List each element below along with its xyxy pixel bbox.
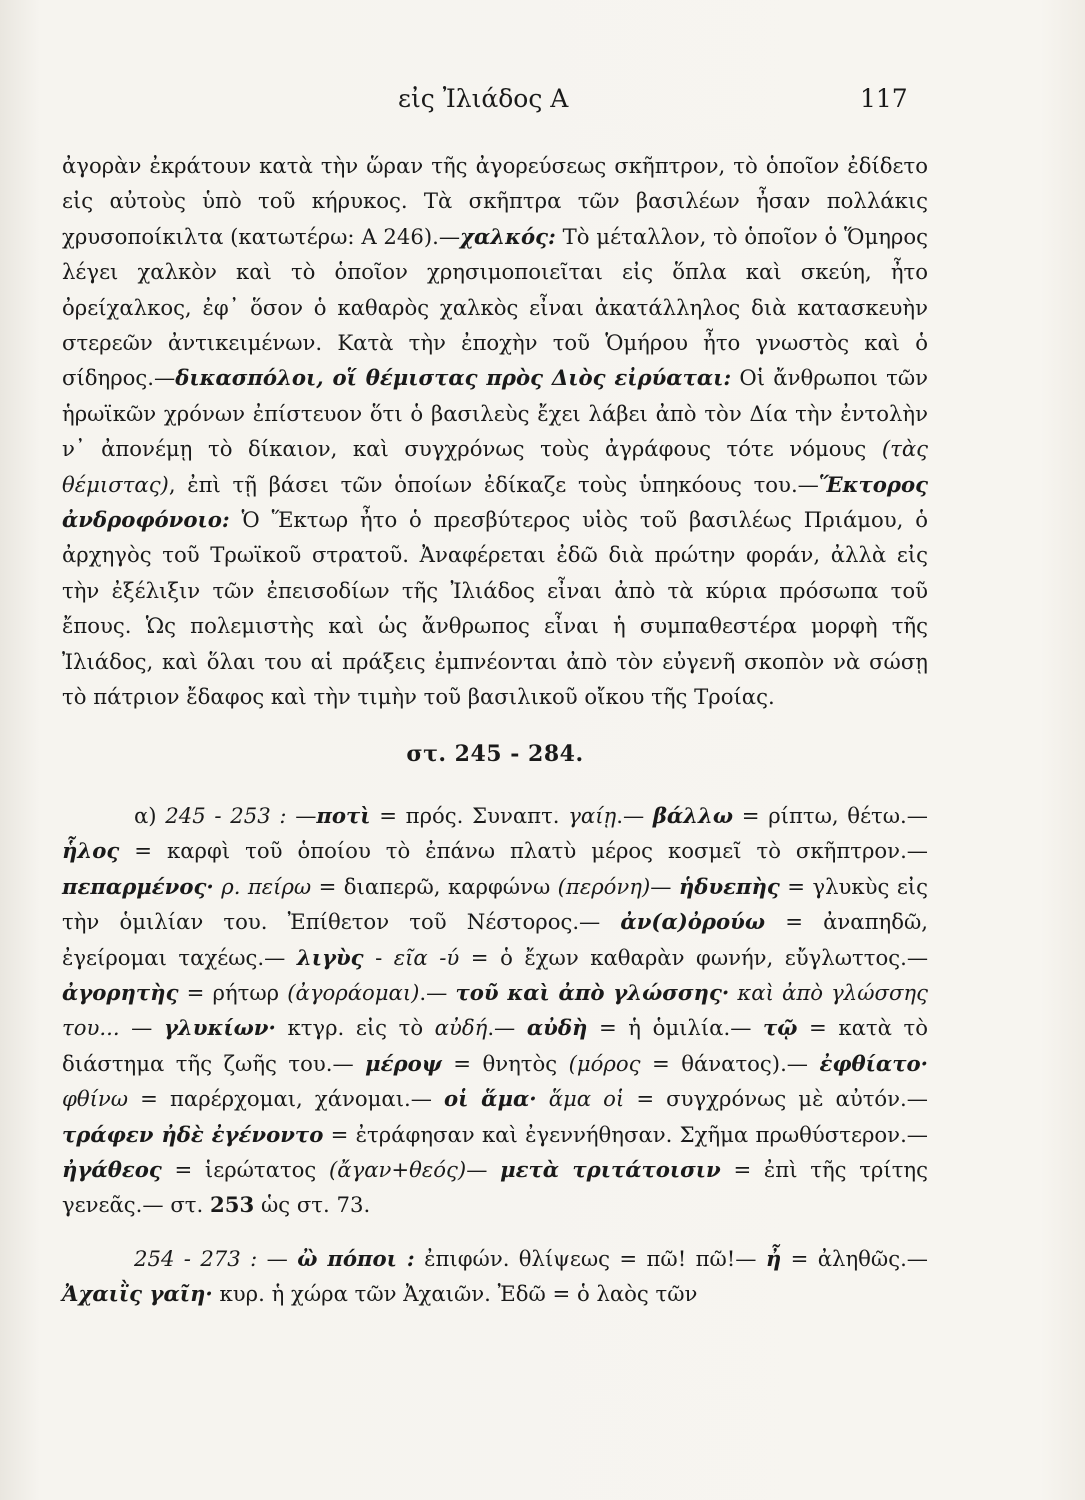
page-number: 117 (860, 84, 908, 113)
lemma: δικασπόλοι, οἵ θέμιστας πρὸς Διὸς εἰρύαται: (175, 365, 732, 391)
section-heading: στ. 245 - 284. (406, 740, 584, 767)
running-header (0, 84, 1085, 124)
spacer (62, 1223, 928, 1241)
commentary-paragraph-3: 254 - 273 : — ὢ πόποι : ἐπιφών. θλίψεως = πῶ! πῶ!— ἦ = ἀληθῶς.— Ἀχαιῒς γαῖη· κυρ. ἡ χώρα τῶν Ἀχαιῶν. Ἐδῶ = ὁ λαὸς τῶν (62, 1245, 928, 1307)
lemma: Ἕκτορος ἀνδροφόνοιο: (62, 471, 928, 533)
page-body (62, 148, 928, 1312)
commentary-paragraph-2: α) 245 - 253 : —ποτὶ = πρός. Συναπτ. γαίῃ.— βάλλω = ρίπτω, θέτω.— ἧλος = καρφὶ τοῦ ὁποίου τὸ ἐπάνω πλατὺ μέρος κοσμεῖ τὸ σκῆπτρον.— πεπαρμένος· ρ. πείρω = διαπερῶ, καρφώνω (περόνη)— ἡδυεπὴς = γλυκὺς εἰς τὴν ὁμιλίαν του. Ἐπίθετον τοῦ Νέστορος.— ἀν(α)ὀρούω = ἀναπηδῶ, ἐγείρομαι ταχέως.— λιγὺς - εῖα -ύ = ὁ ἔχων καθαρὰν φωνήν, εὔγλωττος.— ἀγορητὴς = ρήτωρ (ἀγοράομαι).— τοῦ καὶ ἀπὸ γλώσσης· καὶ ἀπὸ γλώσσης του... — γλυκίων· κτγρ. εἰς τὸ αὐδή.— αὐδὴ = ἡ ὁμιλία.— τῷ = κατὰ τὸ διάστημα τῆς ζωῆς του.— μέροψ = θνητὸς (μόρος = θάνατος).— ἐφθίατο· φθίνω = παρέρχομαι, χάνομαι.— οἱ ἅμα· ἅμα οἱ = συγχρόνως μὲ αὐτόν.— τράφεν ἠδὲ ἐγένοντο = ἐτράφησαν καὶ ἐγεννήθησαν. Σχῆμα πρωθύστερον.— ἠγάθεος = ἱερώτατος (ἄγαν+θεός)— μετὰ τριτάτοισιν = ἐπὶ τῆς τρίτης γενεᾶς.— στ. 253 ὡς στ. 73. (62, 802, 929, 1218)
header-title: εἰς Ἰλιάδος Α (398, 84, 569, 113)
commentary-paragraph-1: ἀγορὰν ἐκράτουν κατὰ τὴν ὥραν τῆς ἀγορεύσεως σκῆπτρον, τὸ ὁποῖον ἐδίδετο εἰς αὐτοὺς ὑπὸ τοῦ κήρυκος. Τὰ σκῆπτρα τῶν βασιλέων ἦσαν πολλάκις χρυσοποίκιλτα (κατωτέρω: Α 246).—χαλκός: Τὸ μέταλλον, τὸ ὁποῖον ὁ Ὅμηρος λέγει χαλκὸν καὶ τὸ ὁποῖον χρησιμοποιεῖται εἰς ὅπλα καὶ σκεύη, ἦτο ὀρείχαλκος, ἐφ᾽ ὅσον ὁ καθαρὸς χαλκὸς εἶναι ἀκατάλληλος διὰ κατασκευὴν στερεῶν ἀντικειμένων. Κατὰ τὴν ἐποχὴν τοῦ Ὁμήρου ἦτο γνωστὸς καὶ ὁ σίδηρος.—δικασπόλοι, οἵ θέμιστας πρὸς Διὸς εἰρύαται: Οἱ ἄνθρωποι τῶν ἡρωϊκῶν χρόνων ἐπίστευον ὅτι ὁ βασιλεὺς ἔχει λάβει ἀπὸ τὸν Δία τὴν ἐντολὴν ν᾽ ἀπονέμῃ τὸ δίκαιον, καὶ συγχρόνως τοὺς ἀγράφους τότε νόμους (τὰς θέμιστας), ἐπὶ τῇ βάσει τῶν ὁποίων ἐδίκαζε τοὺς ὑπηκόους του.—Ἕκτορος ἀνδροφόνοιο: Ὁ Ἕκτωρ ἦτο ὁ πρεσβύτερος υἱὸς τοῦ βασιλέως Πριάμου, ὁ ἀρχηγὸς τοῦ Τρωϊκοῦ στρατοῦ. Ἀναφέρεται ἐδῶ διὰ πρώτην φοράν, ἀλλὰ εἰς τὴν ἐξέλιξιν τῶν ἐπεισοδίων τῆς Ἰλιάδος εἶναι ἀπὸ τὰ κύρια πρόσωπα τοῦ ἔπους. Ὡς πολεμιστὴς καὶ ὡς ἄνθρωπος εἶναι ἡ συμπαθεστέρα μορφὴ τῆς Ἰλιάδος, καὶ ὅλαι του αἱ πράξεις ἐμπνέονται ἀπὸ τὸν εὐγενῆ σκοπὸν νὰ σώσῃ τὸ πάτριον ἔδαφος καὶ τὴν τιμὴν τοῦ βασιλικοῦ οἴκου τῆς Τροίας. (62, 153, 928, 710)
lemma: χαλκός: (460, 223, 556, 249)
